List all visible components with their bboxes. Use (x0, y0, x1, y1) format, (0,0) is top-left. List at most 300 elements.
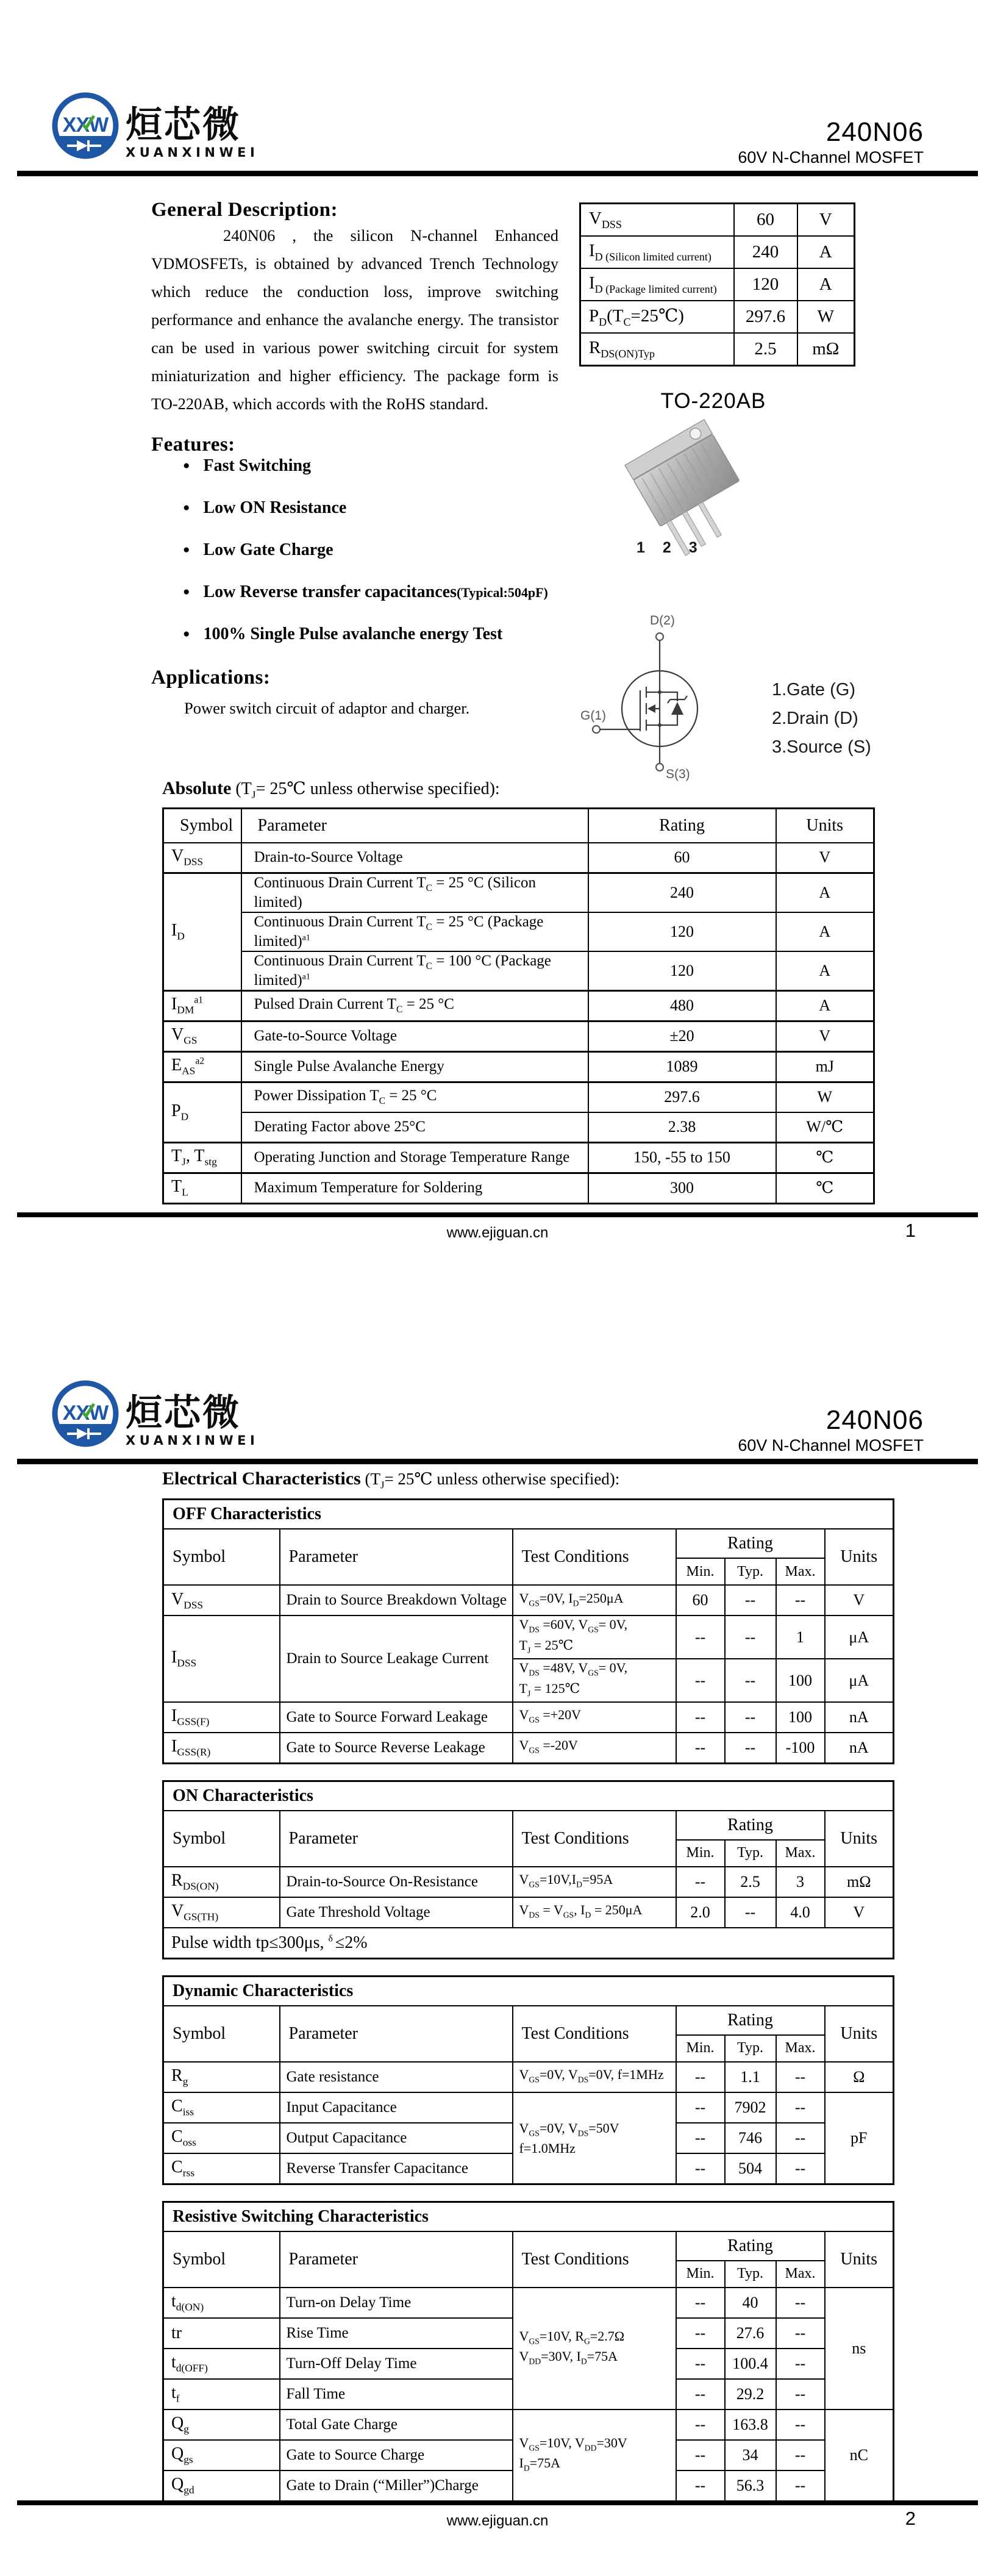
table-row (163, 1082, 874, 1112)
condition-line: $V_{DD}=30V$, $I_D=75A$ (519, 2348, 618, 2366)
cell-parameter: Single Pulse Avalanche Energy (241, 1051, 588, 1082)
col-header-units: Units (825, 1811, 894, 1867)
condition-line: f=1.0MHz (519, 2141, 576, 2156)
cell-unit: A (776, 873, 874, 912)
col-header-symbol: Symbol (163, 1811, 280, 1867)
applications-heading: Applications: (151, 667, 271, 689)
cell-min: -- (676, 2440, 725, 2470)
cell-unit: ℃ (776, 1142, 874, 1173)
cell-symbol: $P_D$ (163, 1082, 241, 1142)
col-header-parameter: Parameter (241, 808, 588, 843)
pin-function-list (772, 676, 871, 762)
table-row (580, 204, 855, 237)
cell-unit: nC (825, 2410, 894, 2502)
cell-unit: nA (825, 1702, 894, 1733)
brand-name-chinese: 烜芯微 (126, 1392, 241, 1434)
cell-unit: W (797, 301, 855, 333)
off-characteristics-table (162, 1498, 894, 1764)
cell-symbol: $t_{d(ON)}$ (163, 2288, 280, 2318)
cell-conditions (513, 1702, 676, 1733)
cell-parameter: Reverse Transfer Capacitance (280, 2153, 513, 2184)
cell-min: -- (676, 1867, 725, 1897)
cell-parameter: Gate to Source Reverse Leakage (280, 1733, 513, 1764)
footer-url: www.ejiguan.cn (446, 1225, 549, 1241)
cell-typ: 2.5 (725, 1867, 776, 1897)
part-number: 240N06 (826, 1405, 924, 1435)
dynamic-characteristics-table (162, 1975, 894, 2185)
logo-letters: XXW (62, 113, 109, 137)
cell-value: 2.5 (734, 333, 797, 366)
cell-parameter: Input Capacitance (280, 2092, 513, 2123)
col-header-min: Min. (676, 1840, 725, 1867)
cell-parameter: Maximum Temperature for Soldering (241, 1173, 588, 1203)
bullet-icon (183, 540, 203, 559)
table-row (163, 2092, 894, 2123)
cell-typ: 504 (725, 2153, 776, 2184)
pin-function-item: 3.Source (S) (772, 737, 871, 757)
header-rule (17, 1459, 978, 1464)
cell-symbol: $R_{DS(ON)}$ (163, 1867, 280, 1897)
applications-text: Power switch circuit of adaptor and charger. (184, 699, 470, 717)
cell-unit: nA (825, 1733, 894, 1764)
condition-line: $V_{GS}=0V$, $V_{DS}=50V$ (519, 2120, 619, 2138)
electrical-characteristics-section (162, 1469, 893, 2518)
cell-unit: A (797, 268, 855, 301)
cell-parameter: Pulsed Drain Current $T_C = 25$ °C (241, 990, 588, 1021)
cell-typ: -- (725, 1897, 776, 1928)
col-header-typ: Typ. (725, 2261, 776, 2288)
cell-rating: 1089 (588, 1051, 776, 1082)
cell-min: -- (676, 2062, 725, 2092)
cell-max: 100 (776, 1659, 825, 1702)
table-row (163, 1021, 874, 1051)
table-title: OFF Characteristics (163, 1500, 894, 1530)
part-number: 240N06 (826, 117, 924, 147)
cell-unit: V (825, 1897, 894, 1928)
col-header-symbol: Symbol (163, 2006, 280, 2062)
brand-name-chinese: 烜芯微 (126, 104, 241, 146)
cell-min: -- (676, 2349, 725, 2379)
table-row (580, 301, 855, 333)
cell-conditions (513, 1585, 676, 1615)
col-header-rating: Rating (676, 2231, 825, 2261)
logo-letters: XXW (62, 1401, 109, 1425)
cell-conditions (513, 1615, 676, 1659)
cell-min: -- (676, 1702, 725, 1733)
feature-item (183, 498, 558, 518)
absolute-ratings-table (162, 807, 875, 1204)
cell-symbol: $V_{DSS}$ (163, 1585, 280, 1615)
cell-max: -- (776, 2153, 825, 2184)
cell-conditions (513, 1867, 676, 1897)
cell-parameter: Fall Time (280, 2379, 513, 2410)
col-header-symbol: Symbol (163, 1529, 280, 1585)
col-header-units: Units (825, 2006, 894, 2062)
table-row (580, 333, 855, 366)
condition-line: $V_{DS} =48V$, $V_{GS}= 0V$, (519, 1660, 628, 1678)
absolute-heading (162, 778, 873, 801)
cell-conditions (513, 1659, 676, 1702)
cell-max: -- (776, 2410, 825, 2440)
cell-typ: 29.2 (725, 2379, 776, 2410)
table-row (163, 2410, 894, 2440)
table-row (163, 2288, 894, 2318)
feature-item (183, 540, 558, 560)
cell-symbol: $R_{DS(ON)Typ}$ (580, 333, 734, 366)
cell-parameter: Drain-to-Source Voltage (241, 843, 588, 873)
cell-symbol: $C_{oss}$ (163, 2123, 280, 2153)
condition-line: $T_J$ = 125℃ (519, 1680, 580, 1698)
cell-parameter: Continuous Drain Current $T_C = 25$ °C (Silicon limited) (241, 873, 588, 912)
features-list (151, 456, 558, 644)
cell-parameter: Drain-to-Source On-Resistance (280, 1867, 513, 1897)
cell-unit: V (825, 1585, 894, 1615)
cell-symbol: tr (163, 2318, 280, 2349)
cell-unit: A (776, 912, 874, 951)
table-title: Resistive Switching Characteristics (163, 2202, 894, 2231)
mosfet-arrow-icon (647, 704, 655, 713)
cell-unit: μA (825, 1615, 894, 1659)
cell-symbol: $V_{DSS}$ (163, 843, 241, 873)
cell-symbol: $C_{rss}$ (163, 2153, 280, 2184)
cell-typ: -- (725, 1615, 776, 1659)
cell-parameter: Gate Threshold Voltage (280, 1897, 513, 1928)
cell-parameter: Output Capacitance (280, 2123, 513, 2153)
switching-characteristics-table (162, 2201, 894, 2502)
feature-text: Low Reverse transfer capacitances(Typical:504pF) (203, 582, 548, 601)
cell-typ: 746 (725, 2123, 776, 2153)
bullet-icon (183, 624, 203, 643)
footer-url: www.ejiguan.cn (446, 2513, 549, 2529)
cell-typ: 7902 (725, 2092, 776, 2123)
cell-conditions (513, 1897, 676, 1928)
col-header-min: Min. (676, 2261, 725, 2288)
cell-symbol: $R_g$ (163, 2062, 280, 2092)
cell-typ: 34 (725, 2440, 776, 2470)
col-header-typ: Typ. (725, 2035, 776, 2062)
cell-rating: 240 (588, 873, 776, 912)
cell-value: 120 (734, 268, 797, 301)
cell-max: -100 (776, 1733, 825, 1764)
cell-symbol: $E_{AS}^{a2}$ (163, 1051, 241, 1082)
feature-text: Fast Switching (203, 456, 312, 475)
logo-mark-icon (51, 91, 119, 162)
summary-ratings-table (579, 202, 855, 367)
cell-parameter: Gate-to-Source Voltage (241, 1021, 588, 1051)
on-characteristics-table (162, 1780, 894, 1959)
drain-label: D(2) (650, 614, 675, 628)
cell-parameter: Drain to Source Breakdown Voltage (280, 1585, 513, 1615)
col-header-parameter: Parameter (280, 2231, 513, 2288)
header-part-block (738, 1406, 924, 1455)
cell-unit: μA (825, 1659, 894, 1702)
cell-max: -- (776, 2379, 825, 2410)
cell-parameter: Gate to Source Forward Leakage (280, 1702, 513, 1733)
table-row (163, 2062, 894, 2092)
cell-max: -- (776, 2349, 825, 2379)
table-row (163, 1897, 894, 1928)
cell-min: -- (676, 2318, 725, 2349)
brand-name-english: XUANXINWEI (126, 145, 259, 160)
col-header-min: Min. (676, 2035, 725, 2062)
col-header-typ: Typ. (725, 1840, 776, 1867)
cell-min: -- (676, 2410, 725, 2440)
table-row (163, 1733, 894, 1764)
cell-parameter: Continuous Drain Current $T_C = 25$ °C (Package limited)$^{a1}$ (241, 912, 588, 951)
cell-symbol: $I_{GSS(R)}$ (163, 1733, 280, 1764)
header-part-block (738, 118, 924, 167)
cell-rating: 120 (588, 912, 776, 951)
cell-max: -- (776, 2092, 825, 2123)
cell-unit: A (776, 990, 874, 1021)
table-header-row (163, 1811, 894, 1840)
table-title: Dynamic Characteristics (163, 1976, 894, 2006)
cell-typ: -- (725, 1659, 776, 1702)
cell-min: 2.0 (676, 1897, 725, 1928)
col-header-conditions: Test Conditions (513, 1529, 676, 1585)
part-subtitle: 60V N-Channel MOSFET (738, 148, 924, 166)
table-row (163, 1112, 874, 1143)
feature-item (183, 624, 558, 644)
bullet-icon (183, 498, 203, 517)
cell-symbol: $I_D$ (163, 873, 241, 990)
table-title-row (163, 1976, 894, 2006)
table-title: ON Characteristics (163, 1781, 894, 1811)
condition-line: $V_{DS} = V_{GS}$, $I_D = 250\mu A$ (519, 1902, 643, 1920)
cell-min: -- (676, 1659, 725, 1702)
general-description-heading: General Description: (151, 199, 338, 221)
condition-line: $I_D=75A$ (519, 2455, 560, 2473)
cell-typ: 56.3 (725, 2470, 776, 2502)
cell-max: -- (776, 2318, 825, 2349)
table-row (163, 1585, 894, 1615)
table-header-row (163, 2006, 894, 2035)
bullet-icon (183, 582, 203, 601)
cell-symbol: $P_D(T_C=25℃)$ (580, 301, 734, 333)
cell-unit: A (797, 236, 855, 268)
brand-logo (51, 91, 259, 162)
cell-typ: 163.8 (725, 2410, 776, 2440)
table-row (580, 236, 855, 268)
col-header-typ: Typ. (725, 1558, 776, 1585)
table-title-row (163, 1500, 894, 1530)
part-subtitle: 60V N-Channel MOSFET (738, 1436, 924, 1454)
table-row (163, 1051, 874, 1082)
table-title-row (163, 1781, 894, 1811)
cell-unit: W/℃ (776, 1112, 874, 1143)
table-row (163, 843, 874, 873)
cell-parameter: Derating Factor above 25°C (241, 1112, 588, 1143)
col-header-max: Max. (776, 1840, 825, 1867)
cell-symbol: $V_{DSS}$ (580, 204, 734, 237)
package-label: TO-220AB (660, 389, 766, 413)
table-title-row (163, 2202, 894, 2231)
left-column (151, 199, 558, 718)
feature-text: Low Gate Charge (203, 540, 333, 559)
table-note: Pulse width tp≤300μs, $^\delta$ ≤2% (163, 1928, 894, 1959)
cell-symbol: $C_{iss}$ (163, 2092, 280, 2123)
brand-name-english: XUANXINWEI (126, 1433, 259, 1448)
table-row (163, 990, 874, 1021)
cell-max: 4.0 (776, 1897, 825, 1928)
pin-function-item: 2.Drain (D) (772, 709, 858, 728)
cell-value: 297.6 (734, 301, 797, 333)
cell-typ: -- (725, 1733, 776, 1764)
cell-symbol: $Q_g$ (163, 2410, 280, 2440)
cell-rating: 150, -55 to 150 (588, 1142, 776, 1173)
col-header-parameter: Parameter (280, 1811, 513, 1867)
cell-symbol: $t_{d(OFF)}$ (163, 2349, 280, 2379)
cell-typ: 1.1 (725, 2062, 776, 2092)
cell-parameter: Turn-Off Delay Time (280, 2349, 513, 2379)
cell-max: -- (776, 2470, 825, 2502)
table-note-row (163, 1928, 894, 1959)
condition-line: $V_{GS}=10V$, $V_{DD}=30V$ (519, 2435, 627, 2452)
col-header-parameter: Parameter (280, 1529, 513, 1585)
col-header-max: Max. (776, 1558, 825, 1585)
cell-conditions (513, 2288, 676, 2410)
cell-typ: 40 (725, 2288, 776, 2318)
col-header-conditions: Test Conditions (513, 2231, 676, 2288)
cell-rating: 120 (588, 951, 776, 991)
feature-text: 100% Single Pulse avalanche energy Test (203, 624, 503, 643)
electrical-heading-bold: Electrical Characteristics (162, 1469, 361, 1489)
cell-max: -- (776, 2123, 825, 2153)
cell-typ: -- (725, 1702, 776, 1733)
cell-parameter: Rise Time (280, 2318, 513, 2349)
cell-max: -- (776, 2062, 825, 2092)
feature-text: Low ON Resistance (203, 498, 347, 517)
cell-min: -- (676, 2153, 725, 2184)
table-row (163, 1867, 894, 1897)
cell-unit: A (776, 951, 874, 991)
table-header-row (163, 1529, 894, 1558)
cell-unit: V (776, 1021, 874, 1051)
cell-max: 1 (776, 1615, 825, 1659)
package-body (625, 420, 758, 559)
condition-line: $V_{GS}=0V$, $V_{DS}=0V$, f=1MHz (519, 2067, 664, 2084)
cell-min: -- (676, 2379, 725, 2410)
table-row (163, 1702, 894, 1733)
condition-line: $V_{GS}=10V$, $R_G=2.7\Omega$ (519, 2328, 625, 2345)
cell-symbol: $t_f$ (163, 2379, 280, 2410)
cell-value: 240 (734, 236, 797, 268)
package-image (621, 412, 804, 562)
cell-conditions (513, 2062, 676, 2092)
cell-symbol: $V_{GS}$ (163, 1021, 241, 1051)
col-header-max: Max. (776, 2035, 825, 2062)
cell-unit: mJ (776, 1051, 874, 1082)
cell-unit: ns (825, 2288, 894, 2410)
cell-symbol: $I_D$ $_{(Silicon limited current)}$ (580, 236, 734, 268)
logo-mark-icon (51, 1379, 119, 1450)
col-header-units: Units (825, 2231, 894, 2288)
cell-symbol: $Q_{gs}$ (163, 2440, 280, 2470)
col-header-rating: Rating (676, 2006, 825, 2035)
col-header-rating: Rating (676, 1529, 825, 1558)
condition-line: $V_{GS}=0V$, $I_D=250\mu A$ (519, 1590, 624, 1608)
feature-item (183, 582, 558, 602)
condition-line: $T_J$ = 25℃ (519, 1637, 574, 1655)
cell-unit: V (776, 843, 874, 873)
cell-symbol: $T_L$ (163, 1173, 241, 1203)
table-header-row (163, 2231, 894, 2261)
condition-line: $V_{GS} =-20V$ (519, 1737, 578, 1755)
cell-symbol: $I_D$ $_{(Package limited current)}$ (580, 268, 734, 301)
condition-line: $V_{GS} =+20V$ (519, 1707, 582, 1725)
table-row (163, 873, 874, 912)
source-label: S(3) (666, 767, 690, 781)
gate-label: G(1) (580, 709, 606, 723)
cell-conditions (513, 2092, 676, 2184)
cell-conditions (513, 1733, 676, 1764)
col-header-conditions: Test Conditions (513, 1811, 676, 1867)
cell-max: -- (776, 2440, 825, 2470)
cell-symbol: $I_{DSS}$ (163, 1615, 280, 1702)
cell-unit: mΩ (797, 333, 855, 366)
cell-conditions (513, 2410, 676, 2502)
cell-symbol: $I_{DM}^{a1}$ (163, 990, 241, 1021)
cell-parameter: Operating Junction and Storage Temperature Range (241, 1142, 588, 1173)
cell-rating: 297.6 (588, 1082, 776, 1112)
cell-unit: V (797, 204, 855, 237)
body-diode-icon (671, 702, 683, 715)
cell-rating: 480 (588, 990, 776, 1021)
cell-typ: -- (725, 1585, 776, 1615)
header-rule (17, 171, 978, 176)
table-row (163, 1615, 894, 1659)
cell-parameter: Drain to Source Leakage Current (280, 1615, 513, 1702)
condition-line: $V_{GS}=10V,I_D=95A$ (519, 1872, 613, 1889)
datasheet-page-2 (0, 1288, 995, 2576)
feature-item (183, 456, 558, 476)
cell-unit: Ω (825, 2062, 894, 2092)
pin-numbers: 1 2 3 (637, 539, 704, 556)
cell-parameter: Gate to Source Charge (280, 2440, 513, 2470)
absolute-ratings-section (162, 778, 873, 1204)
cell-max: -- (776, 2288, 825, 2318)
cell-min: -- (676, 1615, 725, 1659)
table-header-row (163, 808, 874, 843)
cell-typ: 100.4 (725, 2349, 776, 2379)
pin-function-item: 1.Gate (G) (772, 680, 855, 699)
condition-line: $V_{DS} =60V$, $V_{GS}= 0V$, (519, 1617, 628, 1634)
features-heading: Features: (151, 434, 235, 456)
footer-rule (17, 2500, 978, 2505)
cell-symbol: $T_J$, $T_{stg}$ (163, 1142, 241, 1173)
table-row (163, 1173, 874, 1203)
brand-logo (51, 1379, 259, 1450)
cell-parameter: Gate to Drain (“Miller”)Charge (280, 2470, 513, 2502)
cell-min: -- (676, 2288, 725, 2318)
cell-min: 60 (676, 1585, 725, 1615)
cell-min: -- (676, 2123, 725, 2153)
electrical-heading-rest: ($T_J=$ 25℃ unless otherwise specified): (360, 1470, 620, 1491)
brand-text (126, 91, 259, 162)
cell-unit: ℃ (776, 1173, 874, 1203)
table-row (580, 268, 855, 301)
col-header-max: Max. (776, 2261, 825, 2288)
absolute-heading-rest: ($T_J=$ 25℃ unless otherwise specified): (231, 779, 500, 801)
cell-symbol: $I_{GSS(F)}$ (163, 1702, 280, 1733)
cell-parameter: Power Dissipation $T_C = 25$ °C (241, 1082, 588, 1112)
brand-text (126, 1379, 259, 1450)
cell-typ: 27.6 (725, 2318, 776, 2349)
col-header-parameter: Parameter (280, 2006, 513, 2062)
col-header-symbol: Symbol (163, 2231, 280, 2288)
cell-max: 3 (776, 1867, 825, 1897)
col-header-rating: Rating (588, 808, 776, 843)
